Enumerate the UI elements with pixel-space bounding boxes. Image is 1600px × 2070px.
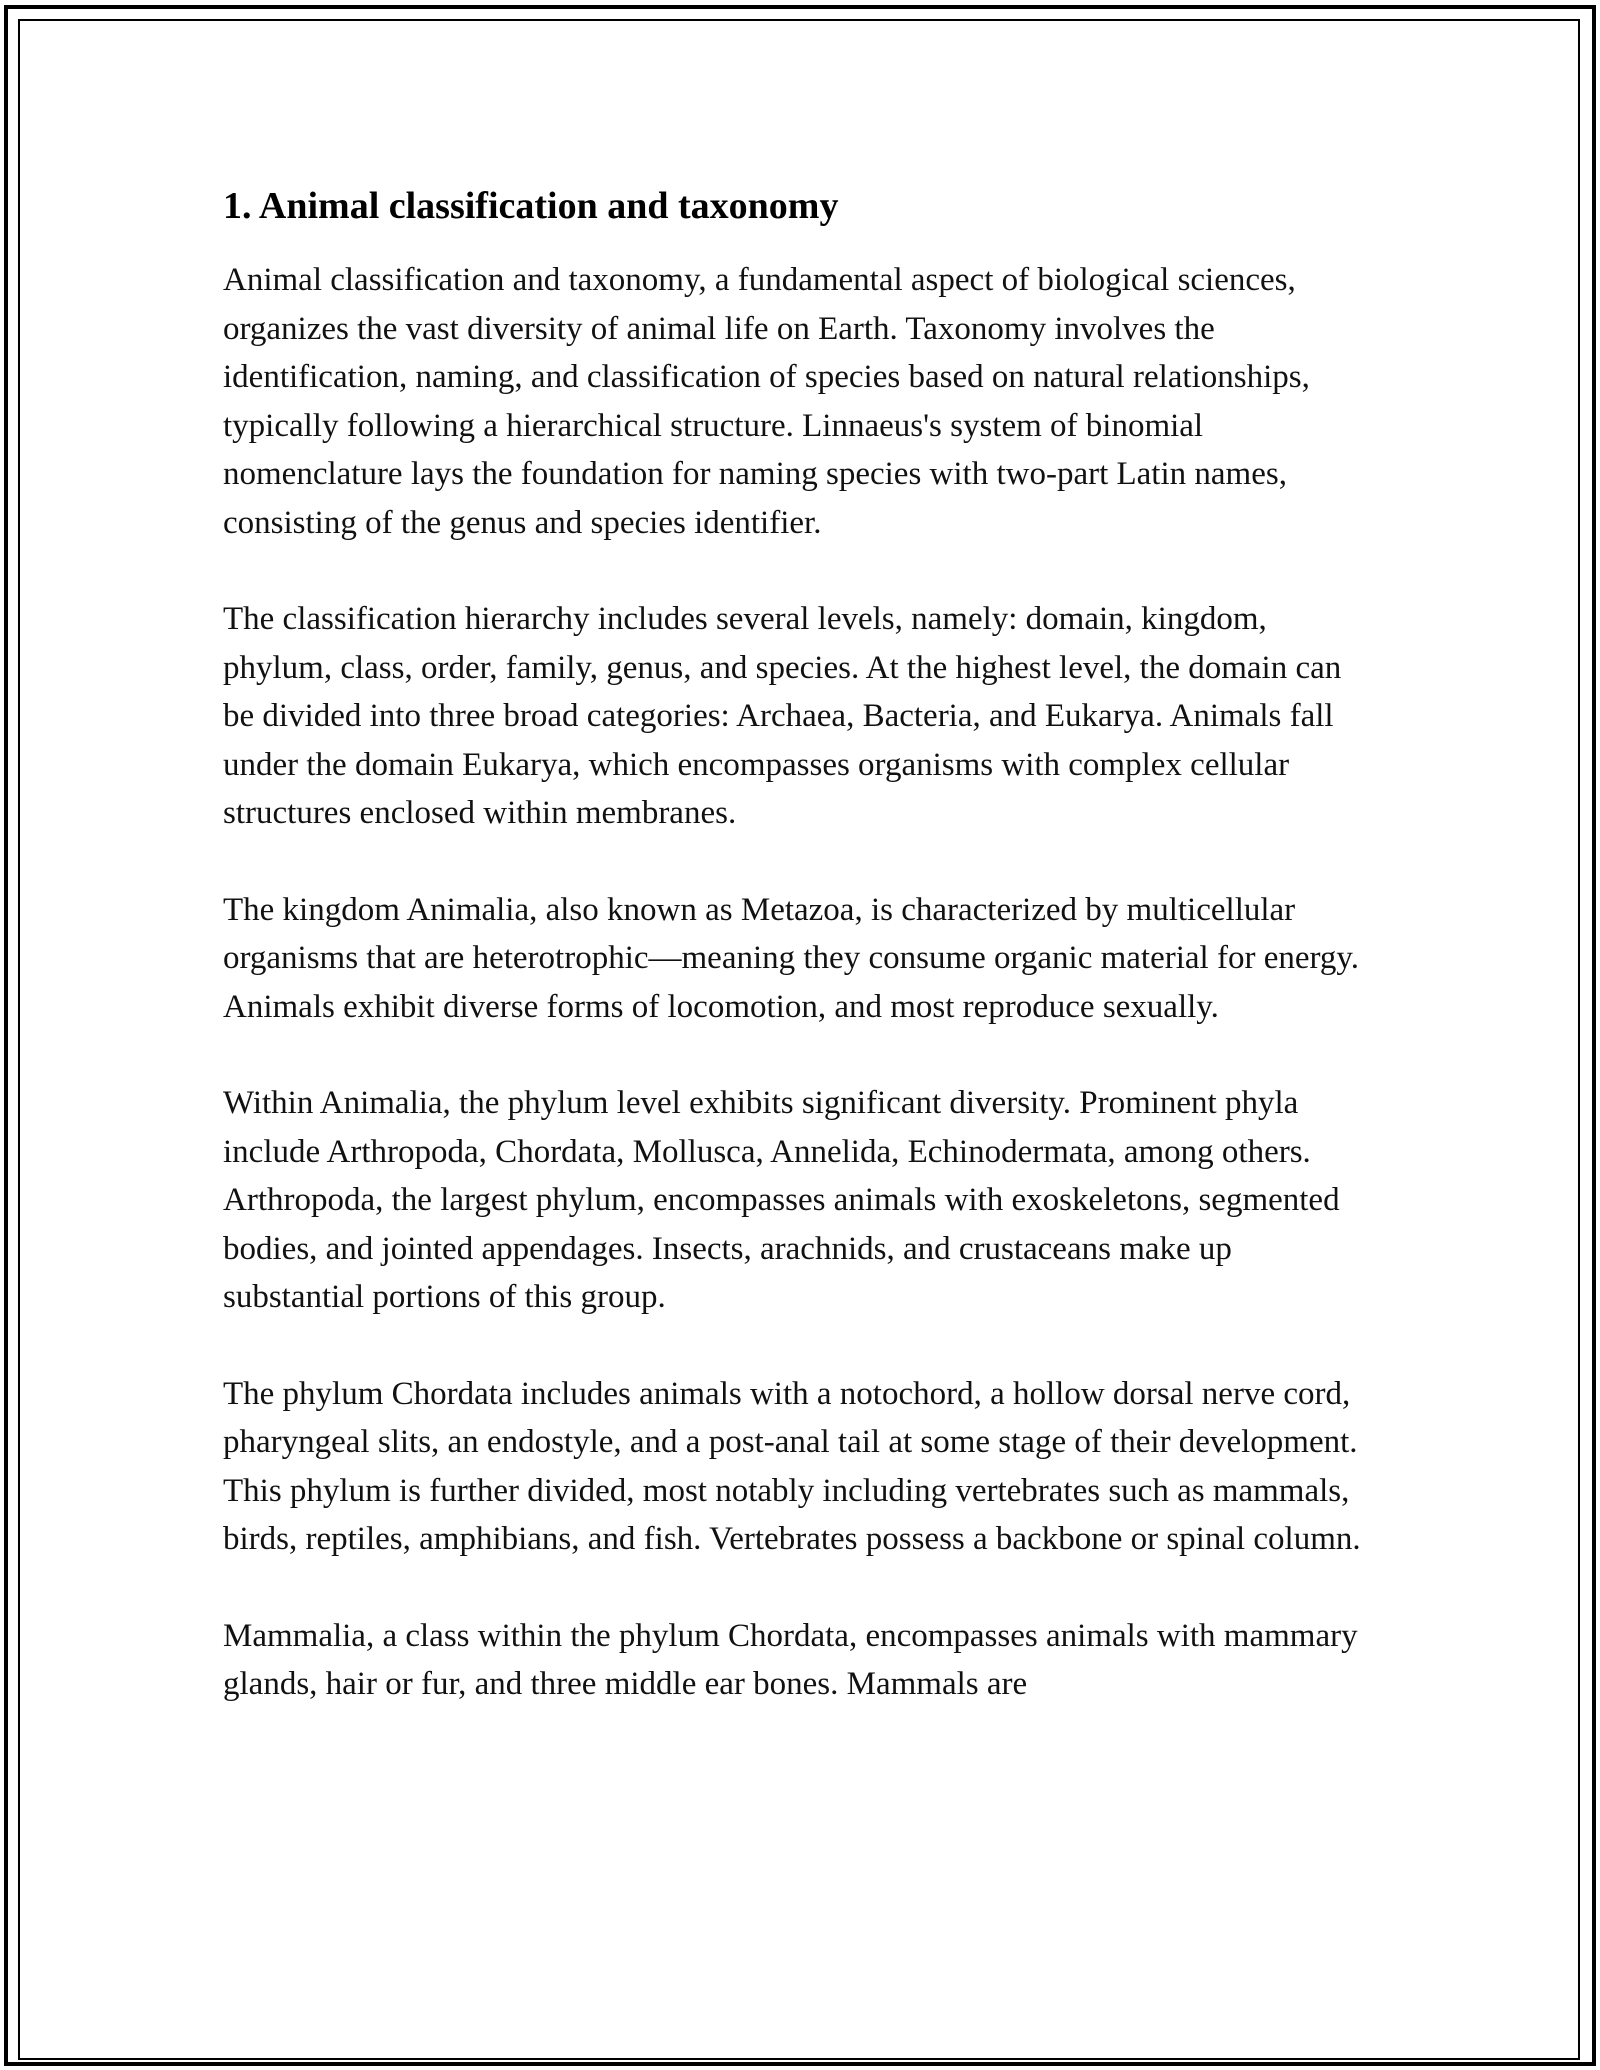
paragraph-chordata: The phylum Chordata includes animals with a notochord, a hollow dorsal nerve cord, pharyngeal slits, an endostyle, and a post-anal tail at some stage of their development. This phylum is further divided, most notably including vertebrates such as mammals, birds, reptiles, amphibians, and fish. Vertebrates possess a backbone or spinal column. [223,1375,1361,1557]
paragraph-classification-hierarchy: The classification hierarchy includes several levels, namely: domain, kingdom, phylum, class, order, family, genus, and species. At the highest level, the domain can be divided into three broad categories: Archaea, Bacteria, and Eukarya. Animals fall under the domain Eukarya, which encompasses organisms with complex cellular structures enclosed within membranes. [223,601,1342,831]
section-heading: 1. Animal classification and taxonomy [223,185,839,227]
document-body [223,182,1373,1757]
paragraph-kingdom-animalia: The kingdom Animalia, also known as Metazoa, is characterized by multicellular organisms that are heterotrophic—meaning they consume organic material for energy. Animals exhibit diverse forms of locomotion, and most reproduce sexually. [223,891,1359,1025]
paragraph-taxonomy-intro: Animal classification and taxonomy, a fundamental aspect of biological sciences, organizes the vast diversity of animal life on Earth. Taxonomy involves the identification, naming, and classification of species based on natural relationships, typically following a hierarchical structure. Linnaeus's system of binomial nomenclature lays the foundation for naming species with two-part Latin names, consisting of the genus and species identifier. [223,262,1310,541]
paragraph-mammalia: Mammalia, a class within the phylum Chordata, encompasses animals with mammary glands, hair or fur, and three middle ear bones. Mammals are [223,1617,1358,1702]
paragraph-phyla: Within Animalia, the phylum level exhibits significant diversity. Prominent phyla include Arthropoda, Chordata, Mollusca, Annelida, Echinodermata, among others. Arthropoda, the largest phylum, encompasses animals with exoskeletons, segmented bodies, and jointed appendages. Insects, arachnids, and crustaceans make up substantial portions of this group. [223,1085,1340,1315]
